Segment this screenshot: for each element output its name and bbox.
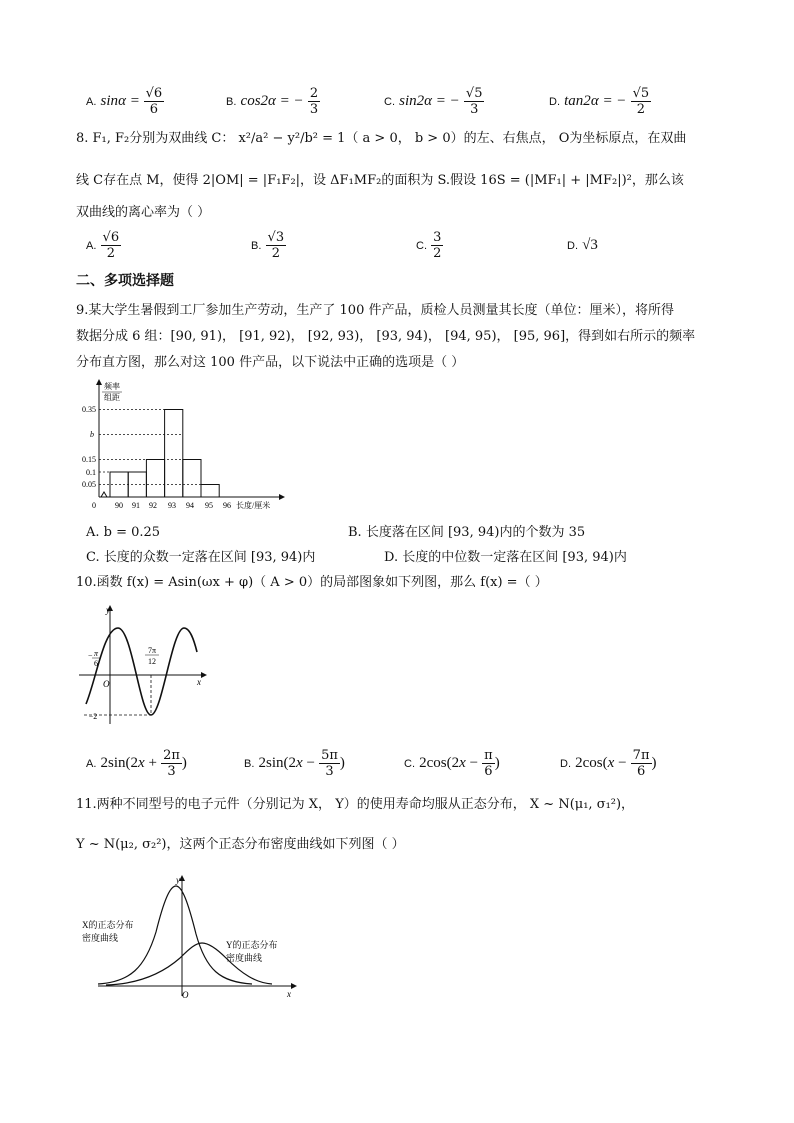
- x-axis-label: 长度/厘米: [236, 501, 271, 510]
- x-tick-label: 92: [149, 501, 157, 510]
- histogram-bar: [165, 410, 183, 498]
- histogram-bar: [183, 460, 201, 498]
- x-tick-label: 90: [115, 501, 123, 510]
- q9-line-3: 分布直方图，那么对这 100 件产品，以下说法中正确的选项是（ ）: [76, 355, 465, 370]
- x-tick-label: 93: [168, 501, 176, 510]
- y-tick-label: 0.35: [82, 405, 96, 414]
- y-axis-label: y: [176, 875, 180, 885]
- y-tick-label: 0.1: [86, 468, 96, 477]
- origin-label: O: [182, 990, 189, 1000]
- q9-option-a: A. b = 0.25: [86, 525, 161, 540]
- x-axis-label: x: [287, 989, 291, 999]
- q10-option-a: A. 2sin(2x + $\frac{2\pi}{3}$ ): [86, 748, 187, 779]
- pi-denominator: 6: [94, 659, 98, 668]
- q8-line-1: 8. F₁, F₂分别为双曲线 C： x²/a² − y²/b² = 1（ a > 0， b > 0）的左、右焦点， O为坐标原点，在双曲: [76, 131, 687, 146]
- histogram-bars: [110, 410, 219, 498]
- q10-stem: 10.函数 f(x) = Asin(ωx + φ)（ A > 0）的局部图象如下列图，那么 f(x) =（ ）: [76, 575, 548, 590]
- q8-option-b: B. $\frac{√3}{2}$: [251, 230, 285, 261]
- q9-line-1: 9.某大学生暑假到工厂参加生产劳动，生产了 100 件产品，质检人员测量其长度（单位：厘米），将所得: [76, 303, 674, 318]
- y-curve-label-2: 密度曲线: [226, 953, 263, 963]
- q11-line-1: 11.两种不同型号的电子元件（分别记为 X， Y）的使用寿命均服从正态分布， X ~ N(μ₁, σ₁²)，: [76, 797, 635, 812]
- histogram-bar: [201, 485, 219, 498]
- y-curve-label-1: Y的正态分布: [226, 940, 278, 950]
- histogram-bar: [146, 460, 164, 498]
- y-tick-label: 0.05: [82, 480, 96, 489]
- frequency-histogram: [72, 378, 292, 514]
- y-axis-label-top: 频率: [104, 382, 120, 391]
- origin-label: O: [103, 679, 110, 689]
- neg-pi-label: −: [88, 651, 93, 660]
- q7-option-c: C. sin2α = − $\frac{√5}{3}$: [384, 86, 483, 117]
- q9-option-c: C. 长度的众数一定落在区间 [93, 94)内: [86, 550, 316, 565]
- q8-option-c: C. $\frac{3}{2}$: [416, 230, 442, 261]
- axis-break-icon: [101, 492, 107, 497]
- y-axis-label-bottom: 组距: [104, 393, 120, 402]
- seven-pi-denominator: 12: [148, 657, 156, 666]
- y-axis-label: y: [106, 605, 110, 615]
- y-tick-label: b: [90, 430, 94, 439]
- q11-line-2: Y ~ N(μ₂, σ₂²)，这两个正态分布密度曲线如下列图（ ）: [76, 837, 405, 852]
- section-heading: 二、多项选择题: [76, 272, 174, 288]
- seven-pi-numerator: 7π: [147, 646, 157, 655]
- q9-option-b: B. 长度落在区间 [93, 94)内的个数为 35: [348, 525, 586, 540]
- q10-option-c: C. 2cos(2x − $\frac{\pi}{6}$ ): [404, 748, 500, 779]
- min-value-label: −2: [88, 712, 98, 721]
- q8-line-3: 双曲线的离心率为（ ）: [76, 205, 211, 220]
- x-tick-label: 91: [132, 501, 140, 510]
- sine-graph: [76, 600, 216, 730]
- q7-option-d: D. tan2α = − $\frac{√5}{2}$: [549, 86, 650, 117]
- normal-distribution-graph: [80, 872, 300, 1002]
- x-tick-label: 95: [205, 501, 213, 510]
- sine-curve: [86, 628, 197, 715]
- y-tick-label: 0.15: [82, 455, 96, 464]
- x-curve-label-1: X的正态分布: [82, 920, 134, 930]
- x-tick-label: 96: [223, 501, 231, 510]
- q10-option-b: B. 2sin(2x − $\frac{5\pi}{3}$ ): [244, 748, 345, 779]
- pi-numerator: π: [93, 649, 99, 658]
- q8-option-d: D. √3: [567, 237, 598, 253]
- q10-option-d: D. 2cos(x − $\frac{7\pi}{6}$ ): [560, 748, 657, 779]
- q7-option-b: B. cos2α = − $\frac{2}{3}$: [226, 86, 319, 117]
- q7-option-a: A. sinα = $\frac{√6}{6}$: [86, 86, 163, 117]
- histogram-guides: [99, 410, 201, 485]
- q8-line-2: 线 C存在点 M，使得 2|OM| = |F₁F₂|，设 ΔF₁MF₂的面积为 S.假设 16S = (|MF₁| + |MF₂|)²，那么该: [76, 173, 684, 188]
- q9-line-2: 数据分成 6 组：[90, 91)， [91, 92)， [92, 93)， [93, 94)， [94, 95)， [95, 96]，得到如右所示的频率: [76, 329, 696, 344]
- x-curve-label-2: 密度曲线: [82, 933, 119, 943]
- q9-option-d: D. 长度的中位数一定落在区间 [93, 94)内: [384, 550, 627, 565]
- x-axis-label: x: [197, 677, 201, 687]
- x-density-curve: [98, 886, 252, 984]
- x-tick-label: 94: [186, 501, 194, 510]
- q8-option-a: A. $\frac{√6}{2}$: [86, 230, 120, 261]
- origin-label: 0: [92, 501, 96, 510]
